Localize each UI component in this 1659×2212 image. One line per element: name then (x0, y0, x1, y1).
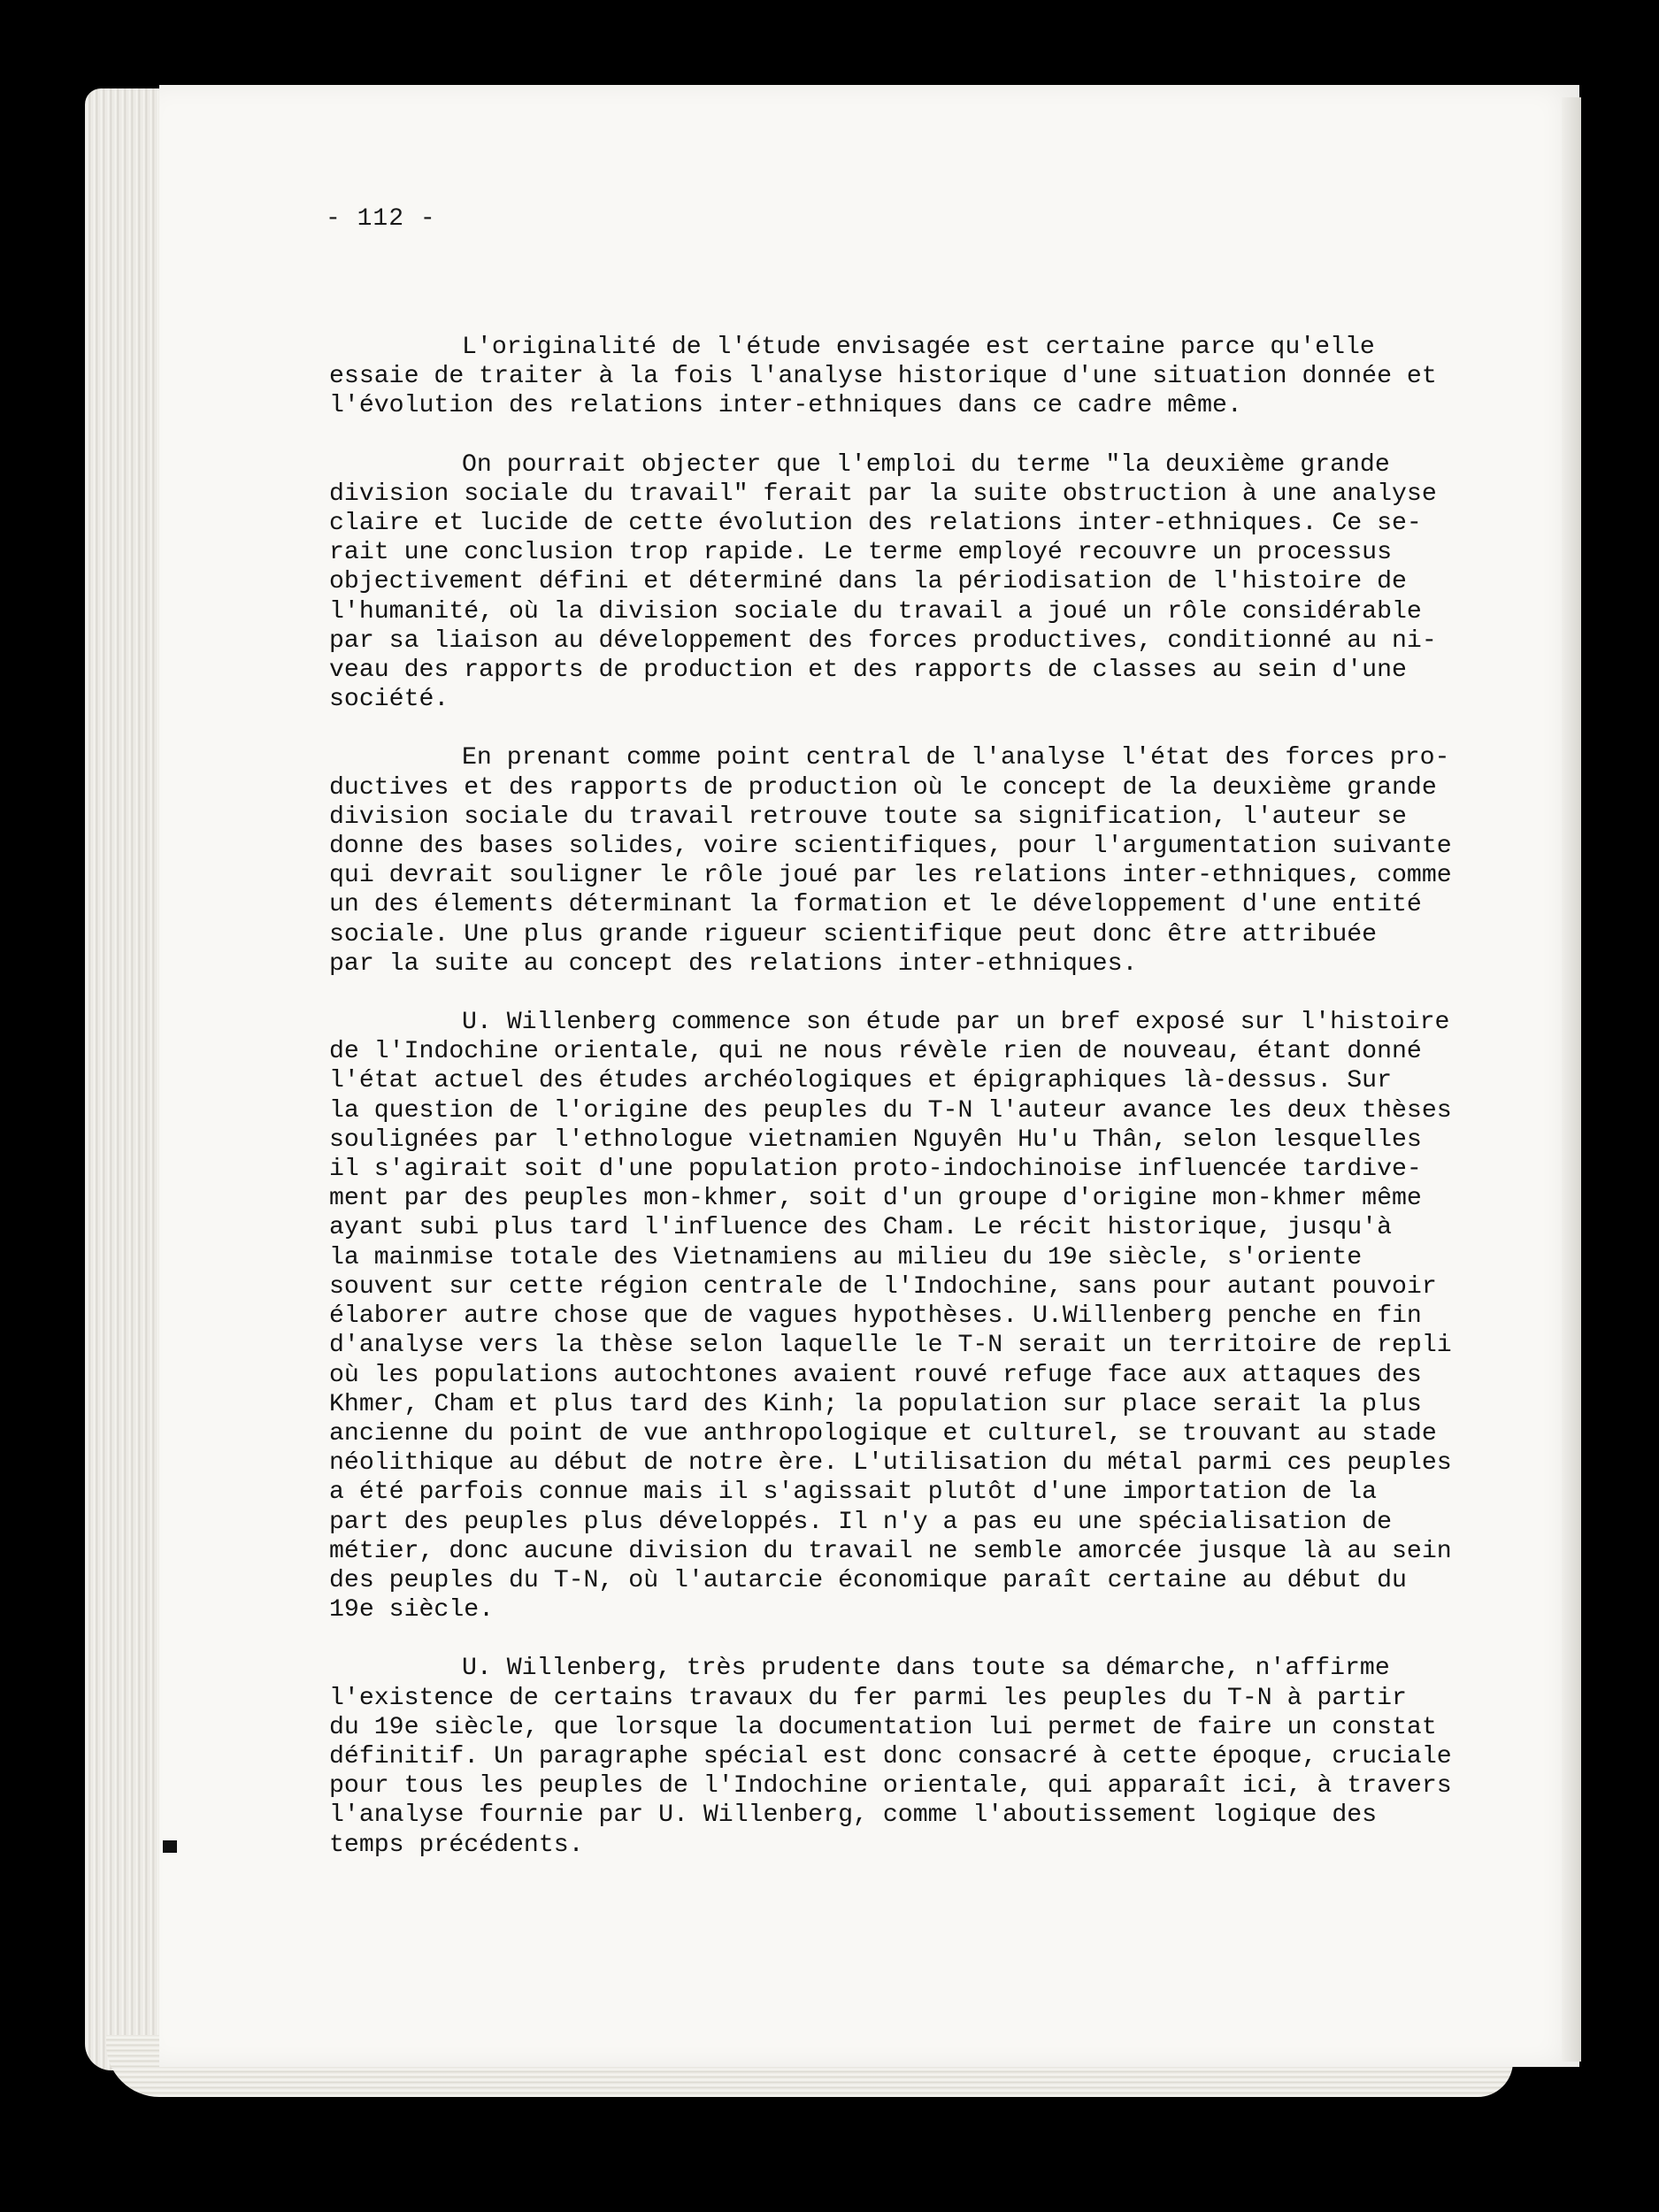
text-line: l'état actuel des études archéologiques et épigraphiques là-dessus. Sur (329, 1067, 1392, 1095)
text-line: 19e siècle. (329, 1596, 495, 1624)
page-right-edge (1562, 97, 1581, 2062)
paragraph-5 (329, 1654, 1452, 1859)
text-line: division sociale du travail retrouve toute sa signification, l'auteur se (329, 803, 1407, 831)
text-line: ayant subi plus tard l'influence des Cham. Le récit historique, jusqu'à (329, 1214, 1392, 1242)
text-line: par la suite au concept des relations inter-ethniques. (329, 949, 1138, 978)
paragraph-3 (329, 743, 1452, 979)
text-line: U. Willenberg commence son étude par un bref exposé sur l'histoire (462, 1009, 1450, 1037)
text-line: l'analyse fournie par U. Willenberg, comme l'aboutissement logique des (329, 1801, 1378, 1830)
text-line: a été parfois connue mais il s'agissait plutôt d'une importation de la (329, 1479, 1378, 1507)
text-line: il s'agirait soit d'une population proto-indochinoise influencée tardive- (329, 1156, 1422, 1184)
text-line: où les populations autochtones avaient rouvé refuge face aux attaques des (329, 1361, 1422, 1389)
margin-mark (163, 1840, 177, 1853)
text-line: la question de l'origine des peuples du T-N l'auteur avance les deux thèses (329, 1096, 1452, 1125)
text-line: des peuples du T-N, où l'autarcie économique paraît certaine au début du (329, 1566, 1407, 1594)
text-line: du 19e siècle, que lorsque la documentation lui permet de faire un constat (329, 1713, 1437, 1741)
text-line: société. (329, 686, 449, 714)
text-line: pour tous les peuples de l'Indochine orientale, qui apparaît ici, à travers (329, 1772, 1452, 1801)
text-line: soulignées par l'ethnologue vietnamien Nguyên Hu'u Thân, selon lesquelles (329, 1125, 1422, 1154)
text-line: par sa liaison au développement des forces productives, conditionné au ni- (329, 626, 1437, 655)
text-line: En prenant comme point central de l'analyse l'état des forces pro- (462, 744, 1450, 772)
text-line: souvent sur cette région centrale de l'Indochine, sans pour autant pouvoir (329, 1272, 1437, 1301)
paragraph-2 (329, 450, 1435, 715)
text-line: division sociale du travail" ferait par la suite obstruction à une analyse (329, 480, 1437, 508)
text-line: donne des bases solides, voire scientifiques, pour l'argumentation suivante (329, 833, 1452, 861)
text-line: néolithique au début de notre ère. L'utilisation du métal parmi ces peuples (329, 1449, 1452, 1478)
text-line: Khmer, Cham et plus tard des Kinh; la population sur place serait la plus (329, 1390, 1422, 1418)
text-line: qui devrait souligner le rôle joué par les relations inter-ethniques, comme (329, 862, 1452, 890)
text-line: un des élements déterminant la formation et le développement d'une entité (329, 891, 1422, 919)
text-line: métier, donc aucune division du travail ne semble amorcée jusque là au sein (329, 1537, 1452, 1565)
text-line: temps précédents. (329, 1831, 584, 1859)
text-line: ancienne du point de vue anthropologique et culturel, se trouvant au stade (329, 1419, 1437, 1448)
paragraph-4 (329, 1008, 1452, 1624)
text-line: l'humanité, où la division sociale du travail a joué un rôle considérable (329, 597, 1422, 626)
text-line: essaie de traiter à la fois l'analyse historique d'une situation donnée et (329, 363, 1437, 391)
text-line: définitif. Un paragraphe spécial est donc consacré à cette époque, cruciale (329, 1742, 1452, 1770)
text-line: objectivement défini et déterminé dans la périodisation de l'histoire de (329, 568, 1407, 596)
text-line: claire et lucide de cette évolution des relations inter-ethniques. Ce se- (329, 510, 1422, 538)
text-line: élaborer autre chose que de vagues hypothèses. U.Willenberg penche en fin (329, 1302, 1422, 1331)
text-line: part des peuples plus développés. Il n'y a pas eu une spécialisation de (329, 1508, 1392, 1536)
body-text (329, 333, 1452, 1889)
text-line: On pourrait objecter que l'emploi du terme "la deuxième grande (462, 450, 1390, 479)
text-line: L'originalité de l'étude envisagée est certaine parce qu'elle (462, 334, 1375, 361)
page-number: - 112 - (326, 205, 436, 233)
text-line: ment par des peuples mon-khmer, soit d'un groupe d'origine mon-khmer même (329, 1185, 1422, 1213)
text-line: sociale. Une plus grande rigueur scientifique peut donc être attribuée (329, 920, 1378, 949)
text-line: d'analyse vers la thèse selon laquelle le T-N serait un territoire de repli (329, 1332, 1452, 1360)
text-line: U. Willenberg, très prudente dans toute sa démarche, n'affirme (462, 1655, 1390, 1683)
text-line: l'évolution des relations inter-ethniques dans ce cadre même. (329, 392, 1242, 420)
text-line: ductives et des rapports de production où le concept de la deuxième grande (329, 773, 1437, 802)
text-line: veau des rapports de production et des rapports de classes au sein d'une (329, 657, 1407, 685)
text-line: l'existence de certains travaux du fer parmi les peuples du T-N à partir (329, 1684, 1407, 1712)
text-line: la mainmise totale des Vietnamiens au milieu du 19e siècle, s'oriente (329, 1243, 1363, 1271)
text-line: rait une conclusion trop rapide. Le terme employé recouvre un processus (329, 539, 1392, 567)
text-line: de l'Indochine orientale, qui ne nous révèle rien de nouveau, étant donné (329, 1038, 1422, 1066)
paragraph-1 (329, 333, 1435, 421)
